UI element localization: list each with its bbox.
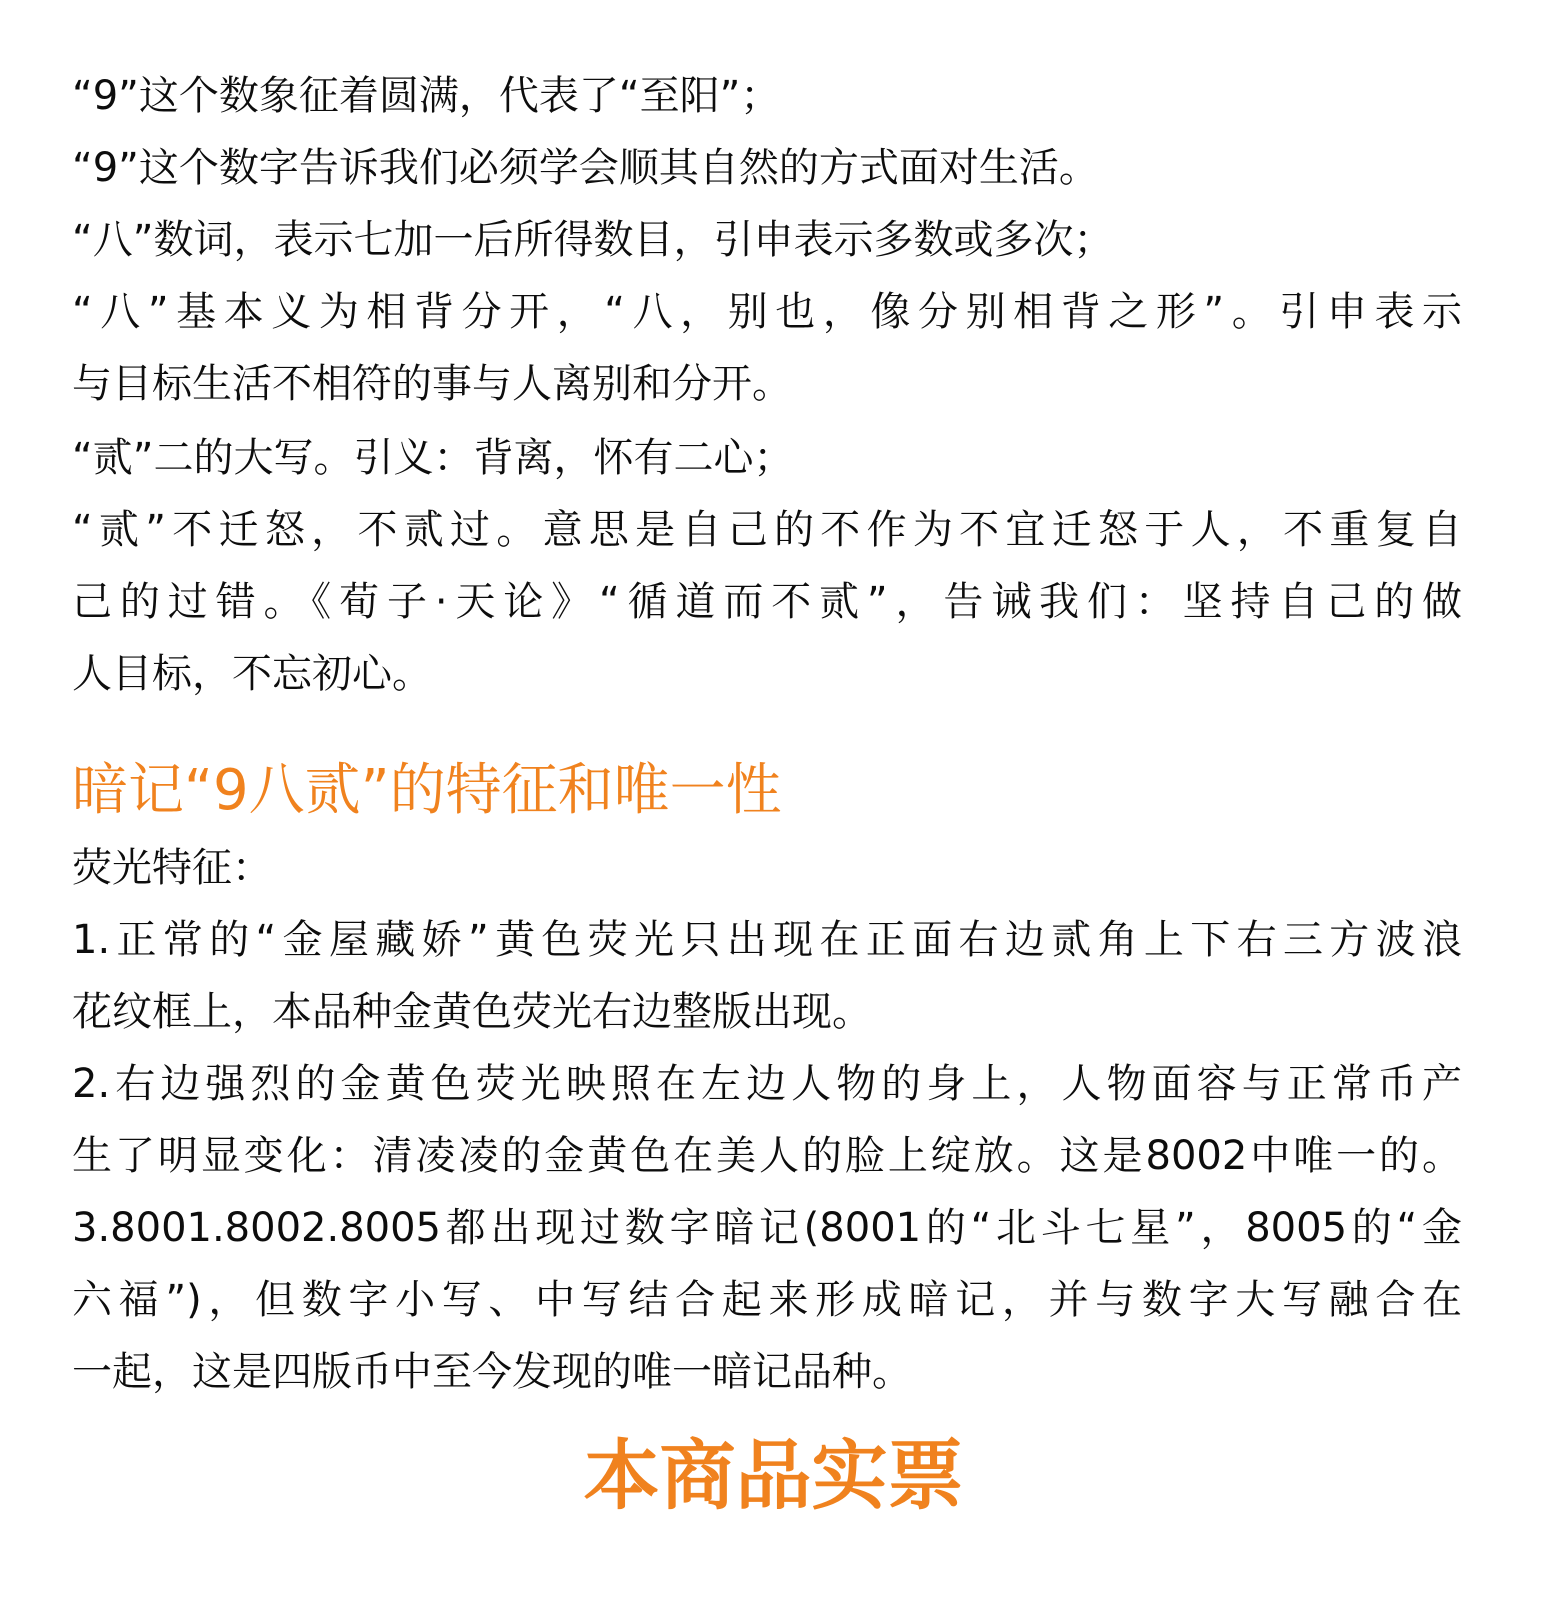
intro-line-2: “9”这个数字告诉我们必须学会顺其自然的方式面对生活。 <box>72 145 1099 191</box>
section-line-2: 1.正常的“金屋藏娇”黄色荧光只出现在正面右边贰角上下右三方波浪 <box>72 917 1462 963</box>
footer-heading: 本商品实票 <box>583 1431 964 1520</box>
intro-line-1: “9”这个数象征着圆满，代表了“至阳”； <box>72 73 781 119</box>
intro-line-9: 人目标，不忘初心。 <box>72 651 432 697</box>
intro-line-7: “贰”不迁怒，不贰过。意思是自己的不作为不宜迁怒于人，不重复自 <box>72 507 1462 553</box>
section-line-1: 荧光特征： <box>72 845 272 891</box>
section-heading: 暗记“9八贰”的特征和唯一性 <box>72 758 782 823</box>
section-line-5: 生了明显变化：清凌凌的金黄色在美人的脸上绽放。这是8002中唯一的。 <box>72 1133 1462 1179</box>
section-line-3: 花纹框上，本品种金黄色荧光右边整版出现。 <box>72 989 872 1035</box>
section-line-4: 2.右边强烈的金黄色荧光映照在左边人物的身上，人物面容与正常币产 <box>72 1061 1462 1107</box>
intro-line-8: 己的过错。《荀子·天论》“循道而不贰”，告诫我们：坚持自己的做 <box>72 579 1462 625</box>
section-line-7: 六福”)，但数字小写、中写结合起来形成暗记，并与数字大写融合在 <box>72 1277 1462 1323</box>
intro-line-4: “八”基本义为相背分开，“八，别也，像分别相背之形”。引申表示 <box>72 289 1462 335</box>
intro-line-3: “八”数词，表示七加一后所得数目，引申表示多数或多次； <box>72 217 1114 263</box>
section-line-6: 3.8001.8002.8005都出现过数字暗记(8001的“北斗七星”，8005的“金 <box>72 1205 1462 1251</box>
intro-line-5: 与目标生活不相符的事与人离别和分开。 <box>72 361 792 407</box>
section-line-8: 一起，这是四版币中至今发现的唯一暗记品种。 <box>72 1349 912 1395</box>
intro-line-6: “贰”二的大写。引义：背离，怀有二心； <box>72 435 794 481</box>
